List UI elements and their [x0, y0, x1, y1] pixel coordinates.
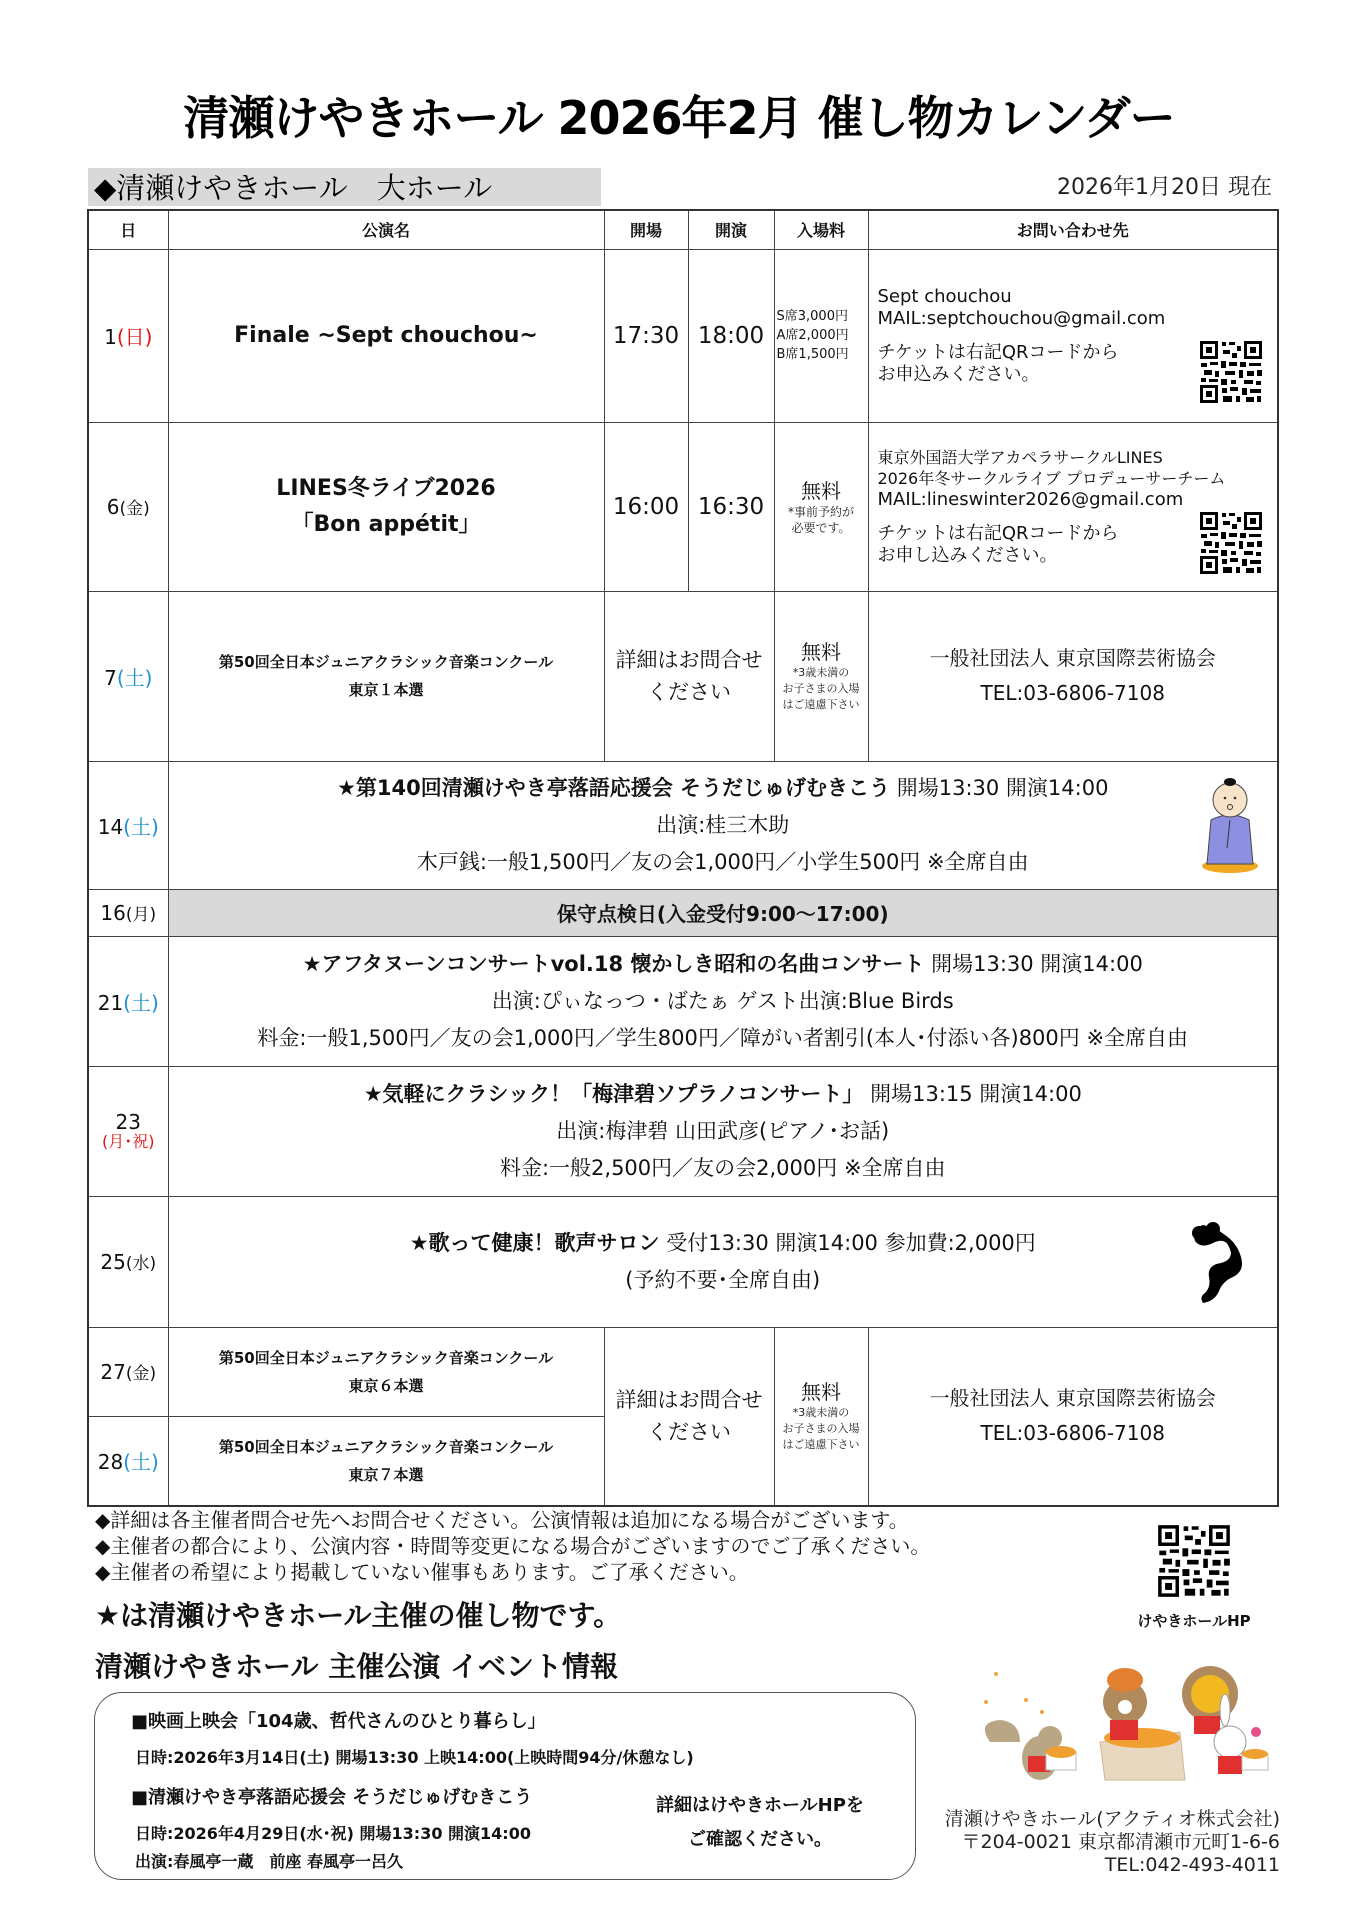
weekday: (土) — [123, 1450, 159, 1475]
day-cell — [88, 1066, 168, 1196]
event-title: ★第140回清瀬けやき亭落語応援会 そうだじゅげむきこう — [337, 775, 891, 800]
page-title: 清瀬けやきホール 2026年2月 催し物カレンダー — [183, 91, 1175, 145]
table-row — [88, 591, 1278, 761]
event-title: ★アフタヌーンコンサートvol.18 懐かしき昭和の名曲コンサート — [302, 951, 925, 976]
day-cell — [88, 761, 168, 889]
ticket-note: お申込みください。 — [877, 363, 1040, 385]
table-row — [88, 761, 1278, 889]
event-times: 受付13:30 開演14:00 参加費:2,000円 — [659, 1230, 1036, 1255]
contact-org: Sept chouchou — [877, 285, 1012, 307]
day-number: 25 — [100, 1250, 126, 1274]
fee-note: 必要です。 — [791, 520, 851, 535]
music-note-mascot-icon — [1185, 1219, 1247, 1309]
fee-s-seat: S席3,000円 — [776, 309, 848, 324]
fee-note: *事前予約が — [787, 504, 854, 519]
hosted-event — [168, 1196, 1278, 1327]
event-title: ★気軽にクラシック！「梅津碧ソプラノコンサート」 — [363, 1081, 864, 1106]
fee-note: *3歳未満の — [792, 1406, 850, 1420]
rakugo-performer-icon — [1197, 774, 1263, 874]
day-cell — [88, 1196, 168, 1327]
note-item: ◆主催者の希望により掲載していない催事もあります。ご了承ください。 — [95, 1560, 749, 1584]
ticket-note: チケットは右記QRコードから — [877, 522, 1119, 544]
start-time: 18:00 — [688, 249, 774, 422]
hosted-event — [168, 1066, 1278, 1196]
event-name-line: 第50回全日本ジュニアクラシック音楽コンクール — [218, 1348, 554, 1367]
fee-note: はご遠慮下さい — [782, 1438, 860, 1452]
weekday: (水) — [125, 1254, 157, 1274]
contact-org: 東京外国語大学アカペラサークルLINES — [877, 447, 1163, 467]
contact-info — [868, 1327, 1278, 1506]
event-name-line: 東京７本選 — [348, 1465, 424, 1484]
event-name-line: 第50回全日本ジュニアクラシック音楽コンクール — [218, 1437, 554, 1456]
star-legend: ★は清瀬けやきホール主催の催し物です。 — [95, 1599, 622, 1632]
event-name-line: 第50回全日本ジュニアクラシック音楽コンクール — [218, 653, 554, 671]
maintenance-day: 保守点検日(入金受付9:00～17:00) — [168, 889, 1278, 936]
detail-line: 詳細はお問合せ — [615, 1388, 763, 1413]
day-number: 16 — [100, 901, 126, 925]
hosted-event — [168, 936, 1278, 1066]
event-name-line: 東京１本選 — [348, 681, 424, 699]
detail-line: ください — [647, 680, 731, 704]
event-name — [168, 1416, 604, 1506]
hp-qr-label: けやきホールHP — [1137, 1612, 1251, 1630]
contact-org: 一般社団法人 東京国際芸術協会 — [929, 646, 1216, 670]
table-row — [88, 422, 1278, 591]
day-cell — [88, 1327, 168, 1416]
ticket-prices: 料金:一般1,500円／友の会1,000円／学生800円／障がい者割引(本人･付添い各)800円 ※全席自由 — [257, 1025, 1189, 1050]
footer-org-name: 清瀬けやきホール(アクティオ株式会社) — [944, 1808, 1280, 1830]
contact-info — [868, 591, 1278, 761]
admission-fee — [774, 591, 868, 761]
section-label: ◆清瀬けやきホール 大ホール — [88, 168, 601, 206]
event-calendar-table — [87, 209, 1279, 1507]
table-row — [88, 1196, 1278, 1327]
day-cell — [88, 1416, 168, 1506]
event-times: 開場13:30 開演14:00 — [924, 951, 1143, 976]
event-times: 開場13:15 開演14:00 — [863, 1081, 1082, 1106]
event-info-line: 日時:2026年3月14日(土) 開場13:30 上映14:00(上映時間94分/休憩なし) — [135, 1748, 694, 1767]
contact-info — [868, 422, 1278, 591]
day-cell — [88, 422, 168, 591]
column-header-day: 日 — [88, 210, 168, 249]
day-number: 23 — [115, 1110, 141, 1134]
fee-note: *3歳未満の — [792, 666, 850, 679]
event-info-heading: ■映画上映会「104歳、哲代さんのひとり暮らし」 — [131, 1711, 546, 1732]
cta-line: ご確認ください。 — [688, 1829, 832, 1850]
day-cell — [88, 249, 168, 422]
as-of-date: 2026年1月20日 現在 — [1057, 175, 1272, 200]
contact-team: 2026年冬サークルライブ プロデューサーチーム — [877, 468, 1226, 488]
fee-free: 無料 — [801, 1380, 841, 1405]
contact-email[interactable]: MAIL:septchouchou@gmail.com — [877, 307, 1166, 329]
doors-open-time: 17:30 — [604, 249, 688, 422]
weekday: (土) — [116, 665, 153, 690]
details-inquiry — [604, 591, 774, 761]
event-name — [168, 1327, 604, 1416]
admission-fee — [774, 422, 868, 591]
event-name: Finale ~Sept chouchou~ — [168, 249, 604, 422]
day-number: 28 — [97, 1450, 124, 1475]
ticket-note: チケットは右記QRコードから — [877, 341, 1119, 363]
admission-fee — [774, 249, 868, 422]
day-number: 21 — [97, 990, 124, 1015]
column-header-event-name: 公演名 — [168, 210, 604, 249]
event-info-heading: ■清瀬けやき亭落語応援会 そうだじゅげむきこう — [131, 1787, 533, 1808]
weekday: (金) — [119, 499, 150, 519]
detail-line: ください — [647, 1420, 731, 1445]
day-number: 6 — [106, 495, 120, 519]
event-times: 開場13:30 開演14:00 — [890, 775, 1109, 800]
weekday: (土) — [123, 990, 159, 1015]
contact-phone[interactable]: TEL:03-6806-7108 — [980, 681, 1165, 705]
note-item: ◆主催者の都合により、公演内容・時間等変更になる場合がございますのでご了承ください。 — [95, 1534, 931, 1558]
hp-qr-code-icon[interactable] — [1157, 1524, 1231, 1598]
event-info-cta — [615, 1789, 905, 1857]
fee-free: 無料 — [801, 478, 841, 503]
event-info-line: 出演:春風亭一蔵 前座 春風亭一呂久 — [135, 1852, 403, 1871]
event-title: ★歌って健康！歌声サロン — [409, 1230, 660, 1255]
detail-line: 詳細はお問合せ — [615, 648, 763, 672]
note-item: ◆詳細は各主催者問合せ先へお問合せください。公演情報は追加になる場合がございます。 — [95, 1508, 909, 1532]
notes-list — [95, 1507, 930, 1585]
hosted-event — [168, 761, 1278, 889]
fee-note: お子さまの入場 — [782, 1422, 860, 1436]
weekday: (土) — [123, 814, 159, 839]
table-row — [88, 1327, 1278, 1416]
day-cell — [88, 889, 168, 936]
event-name — [168, 591, 604, 761]
doors-open-time: 16:00 — [604, 422, 688, 591]
event-name — [168, 422, 604, 591]
event-name-line: 「Bon appétit」 — [291, 511, 481, 537]
fee-free: 無料 — [801, 640, 841, 664]
table-row — [88, 889, 1278, 936]
weekday: (日) — [116, 325, 153, 349]
event-info-line: 日時:2026年4月29日(水･祝) 開場13:30 開演14:00 — [135, 1824, 531, 1843]
fee-a-seat: A席2,000円 — [776, 328, 849, 343]
contact-org: 一般社団法人 東京国際芸術協会 — [929, 1386, 1216, 1411]
fee-note: お子さまの入場 — [782, 682, 860, 695]
event-name-line: 東京６本選 — [348, 1376, 424, 1395]
day-cell — [88, 936, 168, 1066]
day-number: 14 — [97, 814, 124, 839]
column-header-doors-open: 開場 — [604, 210, 688, 249]
day-cell — [88, 591, 168, 761]
performer: 出演:桂三木助 — [656, 812, 790, 837]
table-row — [88, 1066, 1278, 1196]
admission-fee — [774, 1327, 868, 1506]
details-inquiry — [604, 1327, 774, 1506]
footer-organization — [945, 1808, 1280, 1877]
day-number: 7 — [104, 665, 117, 690]
column-header-admission: 入場料 — [774, 210, 868, 249]
ticket-prices: 木戸銭:一般1,500円／友の会1,000円／小学生500円 ※全席自由 — [416, 849, 1029, 874]
event-note: (予約不要･全席自由) — [625, 1267, 821, 1292]
qr-code-icon[interactable] — [1199, 340, 1263, 404]
performer: 出演:梅津碧 山田武彦(ピアノ･お話) — [556, 1118, 890, 1143]
day-number: 27 — [100, 1360, 126, 1384]
weekday: (月･祝) — [102, 1132, 155, 1151]
event-info-box — [94, 1692, 916, 1880]
qr-code-icon[interactable] — [1199, 511, 1263, 575]
table-row — [88, 936, 1278, 1066]
contact-phone[interactable]: TEL:03-6806-7108 — [980, 1421, 1165, 1446]
day-number: 1 — [104, 325, 117, 349]
table-header-row — [88, 210, 1278, 249]
cta-line: 詳細はけやきホールHPを — [656, 1795, 864, 1816]
column-header-start: 開演 — [688, 210, 774, 249]
fee-note: はご遠慮下さい — [782, 698, 860, 711]
ticket-note: お申し込みください。 — [877, 544, 1058, 566]
footer-address: 〒204-0021 東京都清瀬市元町1-6-6 — [961, 1831, 1280, 1853]
contact-email[interactable]: MAIL:lineswinter2026@gmail.com — [877, 488, 1184, 510]
event-info-title: 清瀬けやきホール 主催公演 イベント情報 — [95, 1650, 618, 1683]
footer-phone[interactable]: TEL:042-493-4011 — [1104, 1854, 1280, 1876]
weekday: (月) — [125, 905, 157, 925]
performer: 出演:ぴぃなっつ・ばたぁ ゲスト出演:Blue Birds — [491, 988, 954, 1013]
column-header-contact: お問い合わせ先 — [868, 210, 1278, 249]
weekday: (金) — [125, 1364, 157, 1384]
ticket-prices: 料金:一般2,500円／友の会2,000円 ※全席自由 — [499, 1155, 946, 1180]
table-row — [88, 249, 1278, 422]
event-name-line: LINES冬ライブ2026 — [276, 475, 496, 501]
fee-b-seat: B席1,500円 — [776, 347, 849, 362]
contact-info — [868, 249, 1278, 422]
mascots-illustration-icon — [980, 1662, 1280, 1798]
start-time: 16:30 — [688, 422, 774, 591]
